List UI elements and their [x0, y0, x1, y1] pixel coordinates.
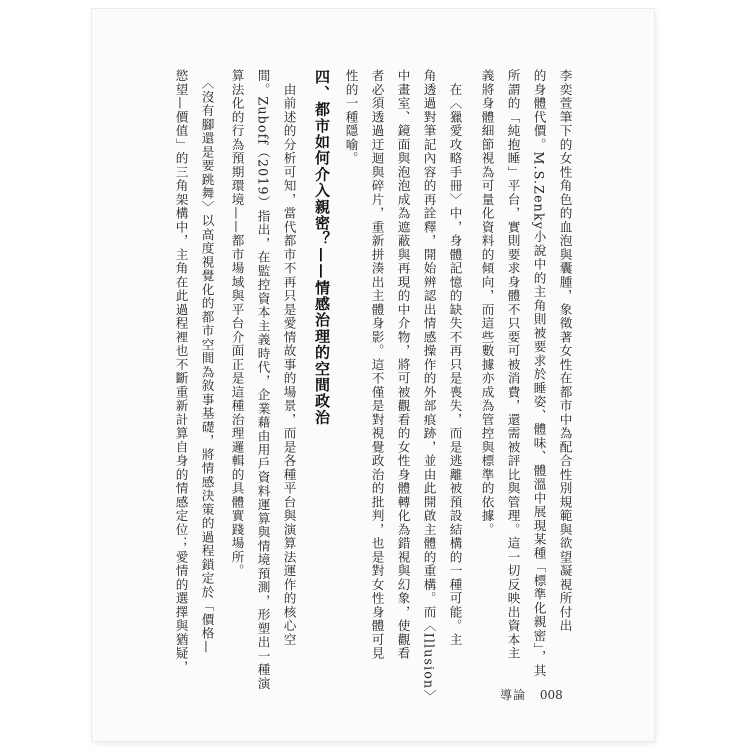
- text-column: 的身體代價。M.S.Zenky小說中的主角則被要求於睡姿、體味、體溫中展現某種「標準化親密」，其: [531, 69, 547, 678]
- text-column: 義將身體細節視為可量化資料的傾向，而這些數據亦成為管控與標準的依據。: [479, 69, 495, 537]
- page-footer: [500, 686, 563, 703]
- text-column: 〈沒有腳還是要跳舞〉以高度視覺化的都市空間為敘事基礎，將情感決策的過程鎖定於「價格—: [199, 69, 215, 654]
- text-column: 算法化的行為預期環境——都市場域與平台介面正是這種治理邏輯的具體實踐場所。: [229, 69, 245, 578]
- section-heading: 四、都市如何介入親密？——情感治理的空間政治: [313, 69, 331, 426]
- text-column: 李奕萱筆下的女性角色的血泡與囊腫，象徵著女性在都市中為配合性別規範與欲望凝視所付出: [557, 69, 573, 633]
- page-number: 008: [539, 688, 563, 702]
- text-column: 中畫室、鏡面與泡泡成為遮蔽與再現的中介物，將可被觀看的女性身體轉化為錯視與幻象，使觀看: [395, 69, 411, 661]
- text-column: 所謂的「純抱睡」平台，實則要求身體不只要可被消費，還需被評比與管理。這一切反映出資本主: [505, 69, 521, 661]
- text-column: 由前述的分析可知，當代都市不再只是愛情故事的場景，而是各種平台與演算法運作的核心空: [281, 69, 297, 647]
- text-column: 者必須透過迂迴與碎片，重新拼湊出主體身影。這不僅是對視覺政治的批判，也是對女性身體可見: [369, 69, 385, 661]
- text-column: 在〈獵愛攻略手冊〉中，身體記憶的缺失不再只是喪失，而是逃離被預設結構的一種可能。主: [447, 69, 463, 647]
- running-title: 導論: [500, 688, 527, 702]
- text-column: 性的一種隱喻。: [343, 69, 359, 166]
- text-column: 角透過對筆記內容的再詮釋，開始辨認出情感操作的外部痕跡，並由此開啟主體的重構。而〈Illusion〉: [421, 69, 437, 704]
- book-page: [92, 9, 654, 741]
- text-column: 慾望—價值」的三角架構中，主角在此過程裡也不斷重新計算自身的情感定位；愛情的選擇與猶疑，: [173, 69, 189, 674]
- text-column: 間。Zuboff（2019）指出，在監控資本主義時代，企業藉由用戶資料運算與情境預測，形塑出一種演: [255, 69, 271, 691]
